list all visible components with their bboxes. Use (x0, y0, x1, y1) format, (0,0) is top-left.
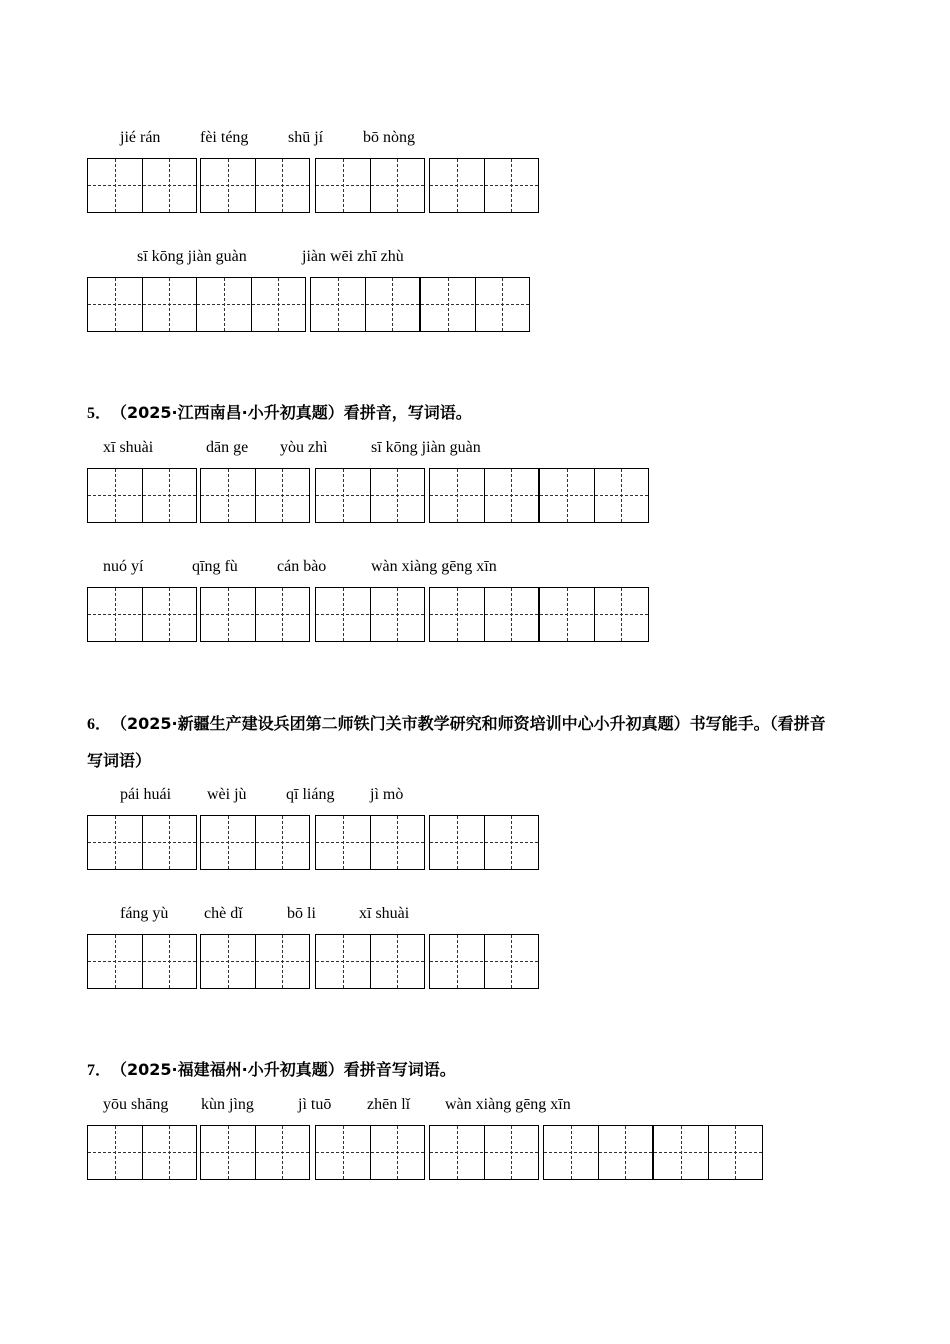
pinyin-label: jiàn wēi zhī zhù (302, 248, 404, 265)
pinyin-label: jié rán (120, 129, 161, 146)
word-box[interactable] (87, 815, 197, 870)
word-box[interactable] (196, 277, 306, 332)
word-box[interactable] (429, 587, 539, 642)
pinyin-label: kùn jìng (201, 1096, 254, 1113)
question-text: （2025·新疆生产建设兵团第二师铁门关市教学研究和师资培训中心小升初真题）书写能手。（看拼音 (119, 714, 826, 733)
question-6-heading (87, 713, 867, 736)
word-box[interactable] (200, 1125, 310, 1180)
pinyin-label: zhēn lǐ (367, 1096, 411, 1113)
question-number: 7． (87, 1062, 112, 1079)
word-box[interactable] (429, 815, 539, 870)
question-text: 写词语） (87, 751, 152, 770)
word-box[interactable] (315, 158, 425, 213)
word-box[interactable] (200, 158, 310, 213)
pinyin-label: qīng fù (192, 558, 238, 575)
word-box[interactable] (200, 587, 310, 642)
word-box[interactable] (200, 934, 310, 989)
pinyin-label: bō li (287, 905, 316, 922)
pinyin-label: chè dǐ (204, 905, 243, 922)
pinyin-label: qī liáng (286, 786, 335, 803)
word-box[interactable] (539, 587, 649, 642)
pinyin-label: jì tuō (298, 1096, 332, 1113)
word-box[interactable] (315, 934, 425, 989)
word-box[interactable] (429, 158, 539, 213)
word-box[interactable] (310, 277, 420, 332)
word-box[interactable] (200, 815, 310, 870)
pinyin-label: yòu zhì (280, 439, 328, 456)
word-box[interactable] (429, 468, 539, 523)
word-box[interactable] (429, 1125, 539, 1180)
pinyin-label: sī kōng jiàn guàn (371, 439, 481, 456)
word-box[interactable] (87, 468, 197, 523)
word-box[interactable] (315, 587, 425, 642)
pinyin-label: wèi jù (207, 786, 247, 803)
pinyin-label: fèi téng (200, 129, 249, 146)
pinyin-label: yōu shāng (103, 1096, 169, 1113)
pinyin-label: xī shuài (103, 439, 154, 456)
pinyin-label: wàn xiàng gēng xīn (371, 558, 497, 575)
pinyin-label: xī shuài (359, 905, 410, 922)
word-box[interactable] (429, 934, 539, 989)
word-box[interactable] (87, 158, 197, 213)
word-box[interactable] (200, 468, 310, 523)
pinyin-label: dān ge (206, 439, 249, 456)
word-box[interactable] (539, 468, 649, 523)
question-number: 5． (87, 405, 112, 422)
question-number: 6． (87, 716, 112, 733)
pinyin-label: bō nòng (363, 129, 415, 146)
word-box[interactable] (653, 1125, 763, 1180)
word-box[interactable] (420, 277, 530, 332)
word-box[interactable] (87, 1125, 197, 1180)
word-box[interactable] (87, 587, 197, 642)
word-box[interactable] (87, 934, 197, 989)
word-box[interactable] (315, 1125, 425, 1180)
pinyin-label: fáng yù (120, 905, 169, 922)
question-text: （2025·江西南昌·小升初真题）看拼音，写词语。 (119, 403, 472, 422)
pinyin-label: sī kōng jiàn guàn (137, 248, 247, 265)
pinyin-label: nuó yí (103, 558, 144, 575)
word-box[interactable] (315, 468, 425, 523)
question-6-heading-cont (87, 750, 151, 772)
question-text: （2025·福建福州·小升初真题）看拼音写词语。 (119, 1060, 456, 1079)
pinyin-label: wàn xiàng gēng xīn (445, 1096, 571, 1113)
question-7-heading (87, 1059, 456, 1082)
pinyin-label: shū jí (288, 129, 324, 146)
word-box[interactable] (87, 277, 197, 332)
pinyin-label: cán bào (277, 558, 327, 575)
pinyin-label: jì mò (370, 786, 404, 803)
question-5-heading (87, 402, 472, 425)
word-box[interactable] (315, 815, 425, 870)
pinyin-label: pái huái (120, 786, 172, 803)
word-box[interactable] (543, 1125, 653, 1180)
